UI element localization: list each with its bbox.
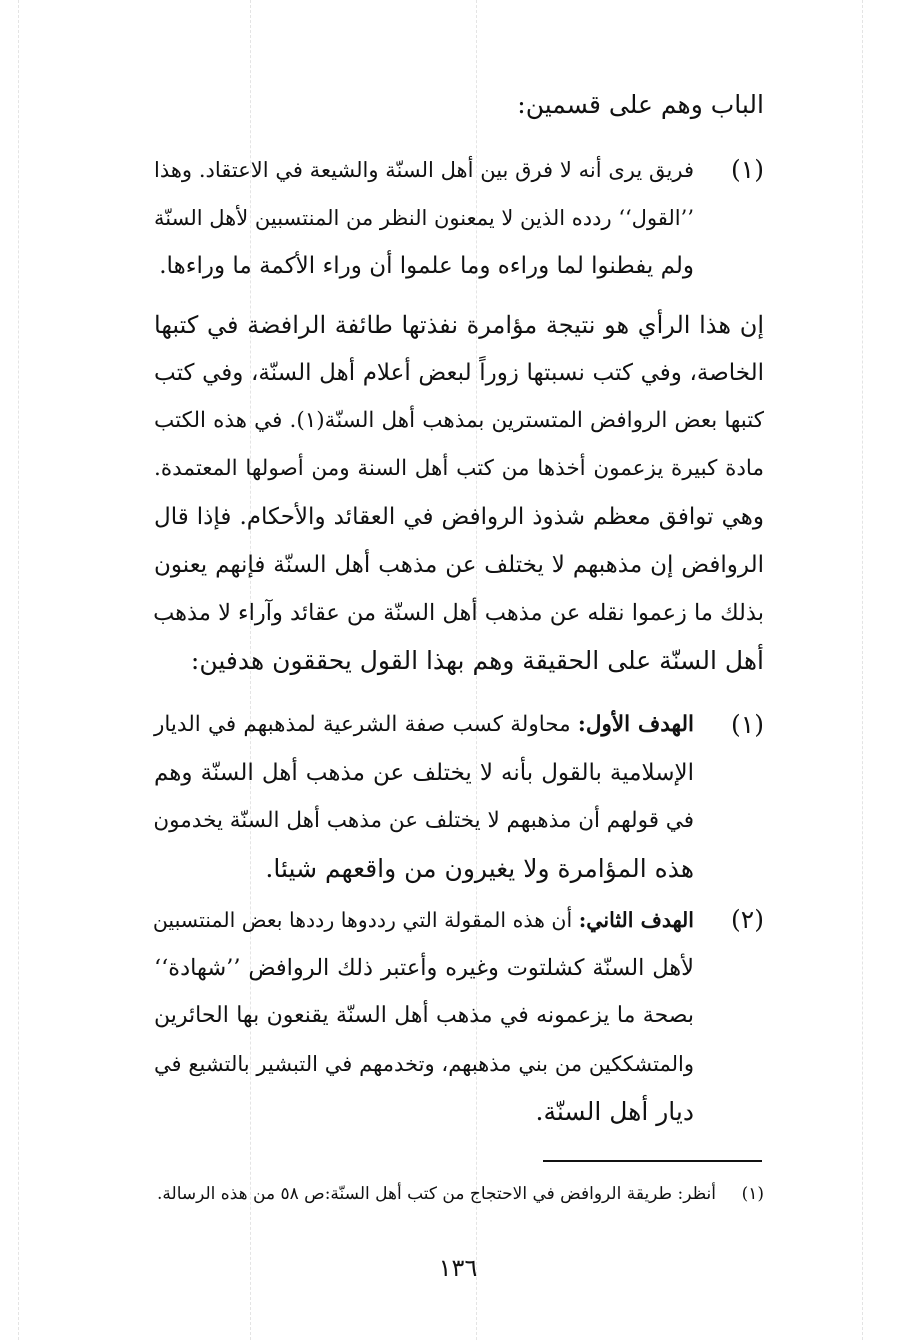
paragraph-line: بذلك ما زعموا نقله عن مذهب أهل السنّة من عقائد وآراء لا مذهب	[153, 600, 764, 626]
paragraph-line: الروافض إن مذهبهم لا يختلف عن مذهب أهل السنّة فإنهم يعنون	[154, 552, 764, 578]
footnote-separator	[543, 1160, 762, 1162]
goal2-line: بصحة ما يزعمونه في مذهب أهل السنّة يقنعون بها الحائرين	[154, 1003, 694, 1028]
goal1-line: هذه المؤامرة ولا يغيرون من واقعهم شيئا.	[265, 854, 694, 883]
goal1-marker: (١)	[731, 710, 764, 739]
goal2-line: لأهل السنّة كشلتوت وغيره وأعتبر ذلك الروافض ’’شهادة‘‘	[154, 955, 694, 981]
goal1-first-text: محاولة كسب صفة الشرعية لمذهبهم في الديار	[154, 712, 571, 737]
goal2-first-text: أن هذه المقولة التي رددوها رددها بعض المنتسبين	[152, 908, 573, 932]
scan-guide-line	[862, 0, 863, 1340]
item1-line: فريق يرى أنه لا فرق بين أهل السنّة والشيعة في الاعتقاد. وهذا	[154, 158, 694, 182]
intro-line: الباب وهم على قسمين:	[517, 90, 764, 119]
scan-guide-line	[18, 0, 19, 1340]
item1-line: ’’القول‘‘ ردده الذين لا يمعنون النظر من المنتسبين لأهل السنّة	[154, 206, 694, 230]
goal2-line: والمتشككين من بني مذهبهم، وتخدمهم في التبشير بالتشيع في	[154, 1052, 694, 1076]
goal2-first-line	[154, 895, 694, 945]
paragraph-line: إن هذا الرأي هو نتيجة مؤامرة نفذتها طائفة الرافضة في كتبها	[154, 311, 764, 339]
goal2-marker: (٢)	[731, 905, 764, 934]
paragraph-line: أهل السنّة على الحقيقة وهم بهذا القول يحققون هدفين:	[190, 646, 764, 675]
item1-line: ولم يفطنوا لما وراءه وما علموا أن وراء الأكمة ما وراءها.	[159, 253, 694, 279]
goal2-label: الهدف الثاني:	[578, 908, 694, 932]
goal1-line: في قولهم أن مذهبهم لا يختلف عن مذهب أهل السنّة يخدمون	[153, 808, 694, 833]
goal1-label: الهدف الأول:	[577, 712, 694, 737]
item1-marker: (١)	[731, 155, 764, 184]
paragraph-line: مادة كبيرة يزعمون أخذها من كتب أهل السنة ومن أصولها المعتمدة.	[154, 456, 764, 481]
paragraph-line: كتبها بعض الروافض المتسترين بمذهب أهل السنّة(١). في هذه الكتب	[154, 408, 764, 433]
goal2-line: ديار أهل السنّة.	[535, 1097, 694, 1126]
footnote-marker: (١)	[741, 1184, 764, 1204]
footnote	[104, 1178, 764, 1210]
paragraph-line: وهي توافق معظم شذوذ الروافض في العقائد والأحكام. فإذا قال	[154, 504, 764, 530]
paragraph-line: الخاصة، وفي كتب نسبتها زوراً لبعض أعلام أهل السنّة، وفي كتب	[154, 360, 764, 386]
goal1-line: الإسلامية بالقول بأنه لا يختلف عن مذهب أهل السنّة وهم	[154, 760, 694, 786]
page-number: ١٣٦	[438, 1254, 478, 1282]
goal1-first-line	[154, 700, 694, 750]
footnote-text: أنظر: طريقة الروافض في الاحتجاج من كتب أهل السنّة:ص ٥٨ من هذه الرسالة.	[157, 1184, 716, 1204]
